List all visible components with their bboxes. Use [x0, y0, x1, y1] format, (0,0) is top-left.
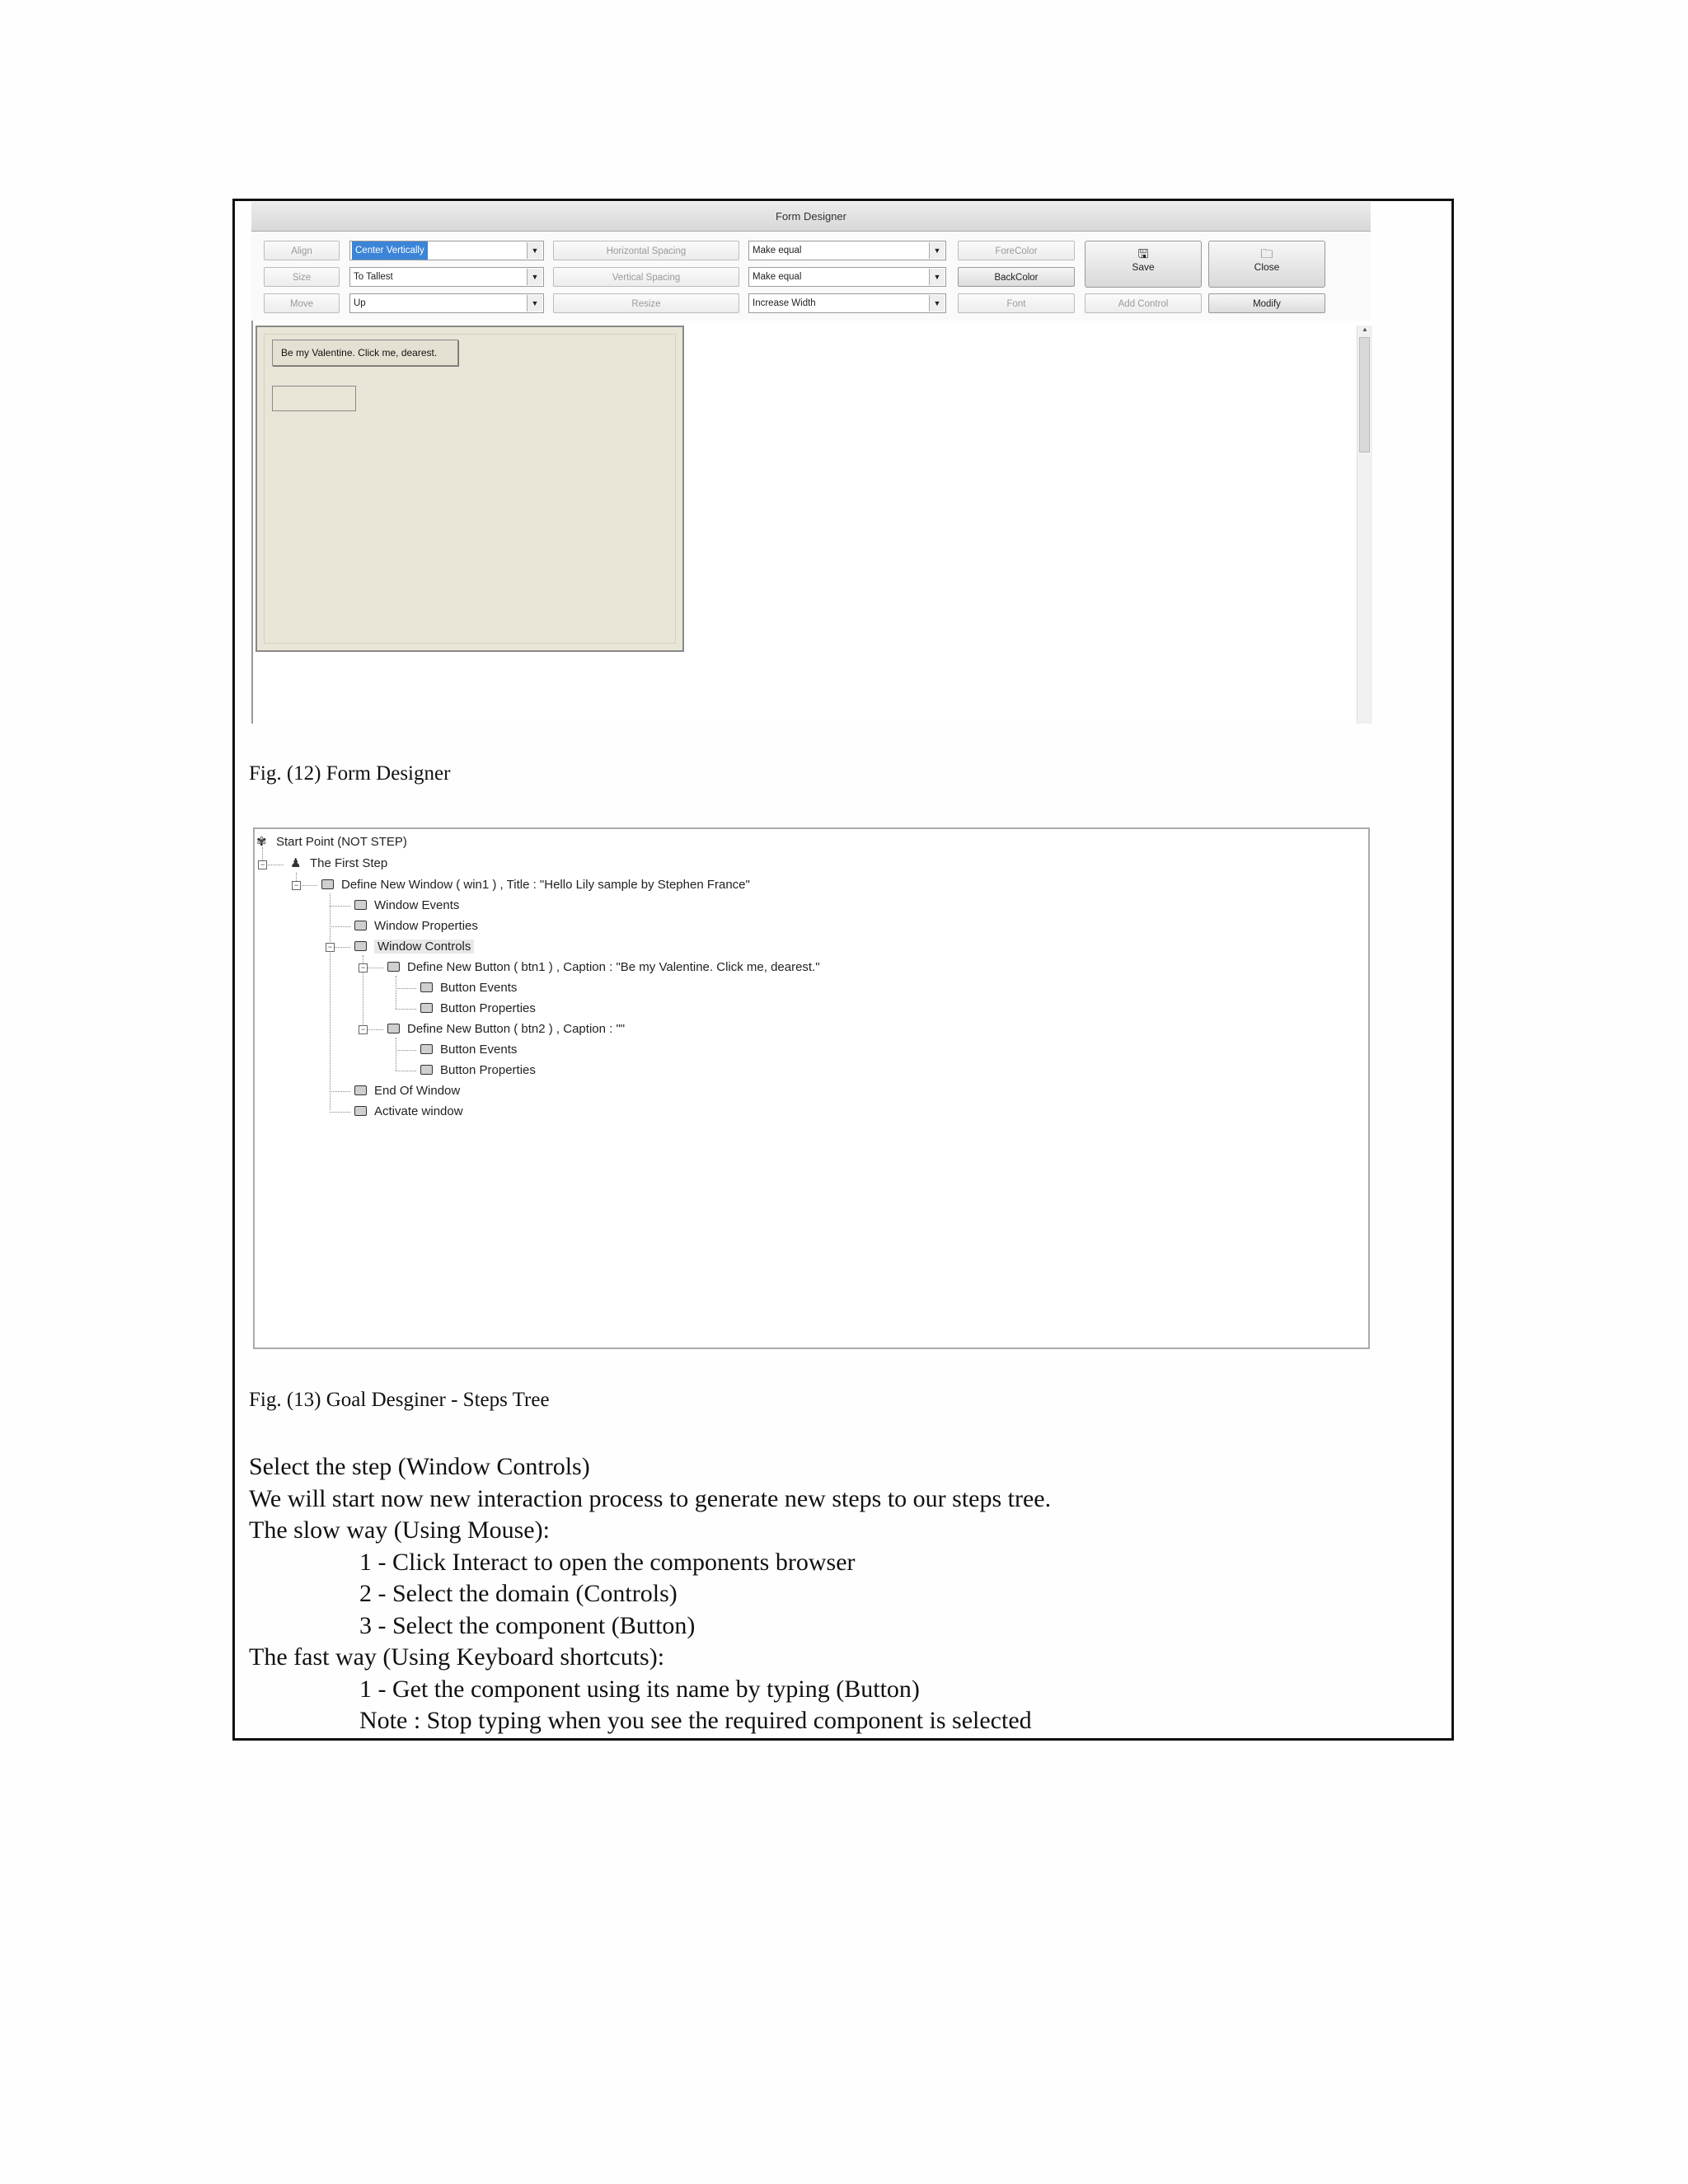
step-icon [387, 962, 400, 972]
tree-connector [330, 906, 350, 907]
tree-node-label: Define New Button ( btn2 ) , Caption : "" [407, 1022, 626, 1036]
instruction-note: Note : Stop typing when you see the required component is selected [359, 1707, 1032, 1734]
forecolor-button[interactable]: ForeColor [958, 241, 1075, 260]
tree-node-activate-window[interactable] [354, 1104, 463, 1120]
vspacing-select[interactable] [748, 267, 946, 287]
chevron-down-icon[interactable]: ▼ [929, 242, 945, 259]
move-select[interactable] [349, 293, 544, 313]
start-point-icon: ✾ [256, 835, 267, 850]
tree-node-button1-events[interactable] [420, 980, 517, 996]
design-canvas [251, 321, 1372, 724]
tree-node-label: Window Properties [374, 919, 478, 933]
collapse-toggle[interactable]: − [359, 963, 368, 972]
tree-node-label: Define New Window ( win1 ) , Title : "Hello Lily sample by Stephen France" [341, 878, 750, 892]
align-button[interactable]: Align [264, 241, 340, 260]
tree-node-window[interactable] [321, 877, 750, 893]
figure-13-caption: Fig. (13) Goal Desginer - Steps Tree [249, 1389, 550, 1411]
move-select-value: Up [354, 298, 366, 308]
tree-node-label: Window Events [374, 898, 460, 912]
floppy-disk-icon: 🖫 [1137, 247, 1149, 261]
tree-node-label: The First Step [310, 856, 388, 870]
designed-form[interactable] [256, 326, 684, 652]
canvas-scrollbar[interactable] [1357, 326, 1372, 724]
tree-node-button2-events[interactable] [420, 1042, 517, 1058]
save-button-label: Save [1132, 261, 1155, 273]
collapse-toggle[interactable]: − [292, 881, 301, 890]
tree-node-label: Button Events [440, 1043, 518, 1057]
person-icon: ♟ [290, 856, 302, 871]
tree-node-first-step[interactable] [290, 855, 387, 872]
close-button-label: Close [1254, 261, 1280, 273]
tree-node-end-of-window[interactable] [354, 1083, 460, 1099]
tree-node-window-events[interactable] [354, 898, 459, 914]
collapse-toggle[interactable]: − [258, 860, 267, 869]
size-select[interactable] [349, 267, 544, 287]
instructions-text [249, 1451, 1051, 1737]
instruction-line: We will start now new interaction process to generate new steps to our steps tree. [249, 1484, 1052, 1512]
save-button[interactable] [1085, 241, 1202, 288]
instruction-step: 1 - Click Interact to open the components browser [359, 1548, 856, 1576]
chevron-down-icon[interactable]: ▼ [929, 269, 945, 285]
tree-node-window-controls[interactable] [354, 939, 474, 955]
tree-connector [396, 988, 416, 989]
folder-exit-icon: 🗀 [1260, 247, 1273, 261]
tree-node-button1[interactable] [387, 959, 820, 976]
tree-connector [396, 1009, 416, 1010]
step-icon [354, 1106, 367, 1116]
resize-select-value: Increase Width [753, 298, 816, 308]
tree-connector [396, 1050, 416, 1051]
empty-button[interactable] [272, 386, 356, 411]
size-button[interactable]: Size [264, 267, 340, 287]
designed-form-client-area [264, 334, 676, 644]
tree-connector [330, 1112, 350, 1113]
vspacing-select-value: Make equal [753, 272, 802, 282]
tree-node-label: Start Point (NOT STEP) [276, 835, 407, 849]
instruction-step: 1 - Get the component using its name by typing (Button) [359, 1675, 920, 1703]
chevron-down-icon[interactable]: ▼ [527, 269, 542, 285]
backcolor-button[interactable]: BackColor [958, 267, 1075, 287]
chevron-down-icon[interactable]: ▼ [527, 295, 542, 312]
tree-node-window-properties[interactable] [354, 918, 478, 935]
move-button[interactable]: Move [264, 293, 340, 313]
add-control-button[interactable]: Add Control [1085, 293, 1202, 313]
step-icon [420, 982, 433, 992]
horizontal-spacing-button[interactable]: Horizontal Spacing [553, 241, 739, 260]
tree-connector [330, 1091, 350, 1092]
step-icon [321, 879, 334, 889]
tree-node-label: Button Events [440, 981, 518, 995]
instruction-step: 2 - Select the domain (Controls) [359, 1580, 678, 1607]
chevron-down-icon[interactable]: ▼ [929, 295, 945, 312]
instruction-line: Select the step (Window Controls) [249, 1453, 590, 1480]
tree-node-label: Window Controls [374, 940, 474, 954]
tree-node-label: End Of Window [374, 1084, 461, 1098]
collapse-toggle[interactable]: − [326, 943, 335, 952]
tree-connector [330, 926, 350, 927]
tree-node-label: Activate window [374, 1104, 463, 1118]
close-button[interactable] [1208, 241, 1325, 288]
tree-node-button2[interactable] [387, 1021, 625, 1038]
modify-button[interactable]: Modify [1208, 293, 1325, 313]
resize-select[interactable] [748, 293, 946, 313]
step-icon [420, 1065, 433, 1075]
tree-node-root[interactable] [256, 834, 407, 851]
instruction-line: The fast way (Using Keyboard shortcuts): [249, 1643, 665, 1671]
step-icon [354, 921, 367, 930]
align-select-value: Center Vertically [352, 241, 428, 260]
instruction-line: The slow way (Using Mouse): [249, 1516, 550, 1544]
resize-button[interactable]: Resize [553, 293, 739, 313]
align-select[interactable] [349, 241, 544, 260]
size-select-value: To Tallest [354, 272, 393, 282]
instruction-step: 3 - Select the component (Button) [359, 1611, 696, 1639]
scroll-up-icon[interactable]: ▲ [1362, 326, 1368, 333]
chevron-down-icon[interactable]: ▼ [527, 242, 542, 259]
font-button[interactable]: Font [958, 293, 1075, 313]
tree-node-button1-properties[interactable] [420, 1001, 536, 1017]
figure-12-caption: Fig. (12) Form Designer [249, 762, 451, 785]
valentine-button[interactable]: Be my Valentine. Click me, dearest. [272, 340, 458, 366]
step-icon [354, 1085, 367, 1095]
form-designer-window [251, 202, 1371, 724]
step-icon [354, 900, 367, 910]
scrollbar-thumb[interactable] [1359, 337, 1370, 452]
tree-node-label: Button Properties [440, 1001, 536, 1015]
tree-node-label: Button Properties [440, 1063, 536, 1077]
step-icon [387, 1024, 400, 1033]
vertical-spacing-button[interactable]: Vertical Spacing [553, 267, 739, 287]
hspacing-select[interactable] [748, 241, 946, 260]
step-icon [420, 1044, 433, 1054]
hspacing-select-value: Make equal [753, 246, 802, 255]
step-icon [354, 941, 367, 951]
tree-node-label: Define New Button ( btn1 ) , Caption : "Be my Valentine. Click me, dearest." [407, 960, 820, 974]
step-icon [420, 1003, 433, 1013]
tree-node-button2-properties[interactable] [420, 1062, 536, 1079]
steps-tree-panel [253, 827, 1370, 1349]
collapse-toggle[interactable]: − [359, 1025, 368, 1034]
form-designer-title: Form Designer [251, 202, 1371, 232]
